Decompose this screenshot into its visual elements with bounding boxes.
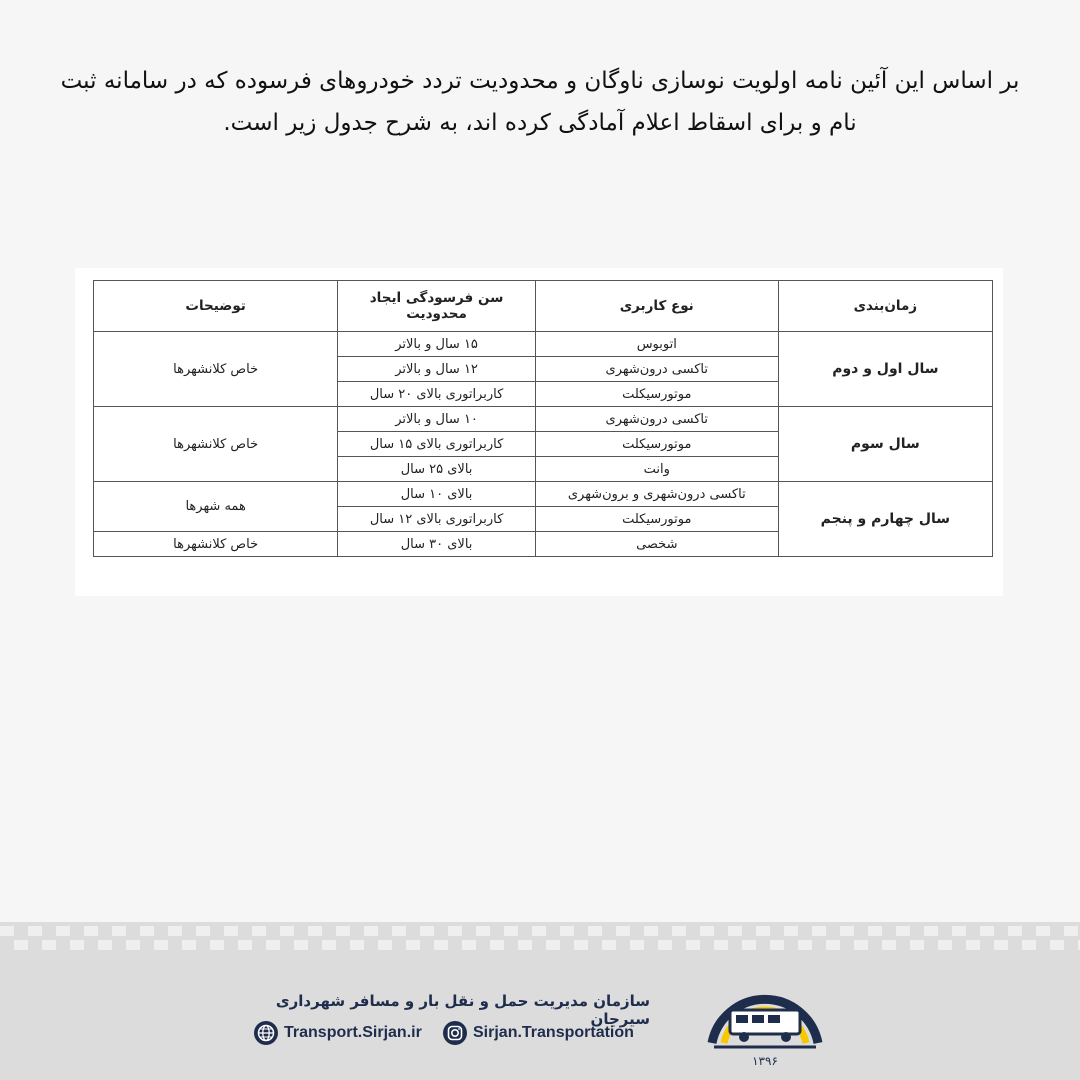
header-age: سن فرسودگی ایجاد محدودیت	[338, 281, 536, 332]
desc-cell: خاص کلانشهرها	[94, 532, 338, 557]
type-cell: اتوبوس	[535, 332, 778, 357]
age-cell: ۱۵ سال و بالاتر	[338, 332, 536, 357]
period-cell: سال چهارم و پنجم	[778, 482, 992, 557]
instagram-text: Sirjan.Transportation	[473, 1024, 634, 1041]
age-cell: کاربراتوری بالای ۱۲ سال	[338, 507, 536, 532]
organization-logo	[700, 965, 830, 1075]
desc-cell: همه شهرها	[94, 482, 338, 532]
period-cell: سال سوم	[778, 407, 992, 482]
header-period: زمان‌بندی	[778, 281, 992, 332]
type-cell: موتورسیکلت	[535, 382, 778, 407]
checker-pattern	[0, 922, 1080, 952]
age-cell: ۱۰ سال و بالاتر	[338, 407, 536, 432]
desc-cell: خاص کلانشهرها	[94, 332, 338, 407]
type-cell: موتورسیکلت	[535, 507, 778, 532]
website-link[interactable]	[254, 1020, 422, 1046]
header-type: نوع کاربری	[535, 281, 778, 332]
type-cell: تاکسی درون‌شهری و برون‌شهری	[535, 482, 778, 507]
age-cell: بالای ۲۵ سال	[338, 457, 536, 482]
organization-name: سازمان مدیریت حمل و نقل بار و مسافر شهرداری سیرجان	[275, 992, 650, 1028]
age-cell: کاربراتوری بالای ۱۵ سال	[338, 432, 536, 457]
type-cell: وانت	[535, 457, 778, 482]
table-row	[94, 482, 993, 507]
website-text: Transport.Sirjan.ir	[284, 1024, 422, 1041]
logo-year: ۱۳۹۶	[752, 1054, 778, 1068]
period-cell: سال اول و دوم	[778, 332, 992, 407]
intro-paragraph: بر اساس این آئین نامه اولویت نوسازی ناوگان و محدودیت تردد خودروهای فرسوده که در سامانه ثبت نام و برای اسقاط اعلام آمادگی کرده اند، به شرح جدول زیر است.	[60, 68, 1020, 136]
instagram-icon	[443, 1021, 467, 1045]
type-cell: موتورسیکلت	[535, 432, 778, 457]
globe-icon	[254, 1021, 278, 1045]
type-cell: تاکسی درون‌شهری	[535, 357, 778, 382]
table-header-row	[94, 281, 993, 332]
table-row	[94, 407, 993, 432]
age-cell: کاربراتوری بالای ۲۰ سال	[338, 382, 536, 407]
age-cell: ۱۲ سال و بالاتر	[338, 357, 536, 382]
table-row	[94, 332, 993, 357]
regulation-table	[93, 280, 993, 557]
regulation-table-image	[75, 268, 1003, 596]
age-cell: بالای ۳۰ سال	[338, 532, 536, 557]
header-desc: توضیحات	[94, 281, 338, 332]
age-cell: بالای ۱۰ سال	[338, 482, 536, 507]
instagram-link[interactable]	[443, 1020, 634, 1046]
type-cell: شخصی	[535, 532, 778, 557]
desc-cell: خاص کلانشهرها	[94, 407, 338, 482]
type-cell: تاکسی درون‌شهری	[535, 407, 778, 432]
